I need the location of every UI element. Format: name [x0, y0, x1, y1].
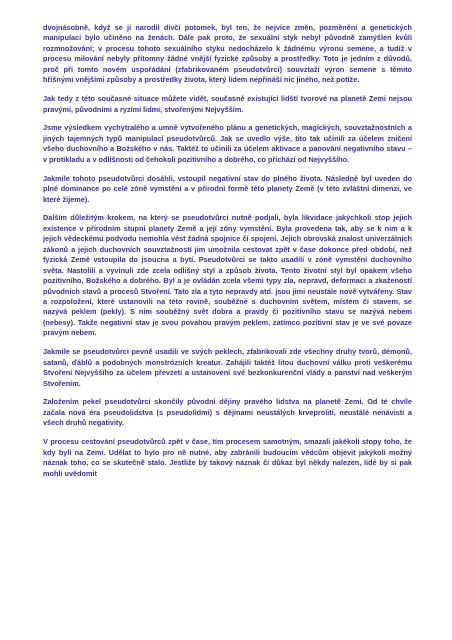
paragraph: Dalším důležitým krokem, na který se pseudotvůrci nutně podjali, byla likvidace jakýchkoli stop jejich existence v přírodním stupni planety Země a její zóny vymstění. Byla provedena tak, aby se k nim a k jejich vědeckému podvodu nemohla vést žádná spojnice či spojení. Jejich obrovská znalost univerzálních zákonů a jejich duchovních souvztažností jim umožnila cestovat zpět v čase dokonce před období, než fyzická Země vstoupila do jsoucna a bytí. Pseudotvůrci se takto usadili v zóně vymstění duchovního světa. Nastolili a vyvinuli zde zcela odlišný styl a způsob života. Tento životní styl byl opakem všeho pozitivního, Božského a dobrého. Byl a je ovládán zcela všemi typy zla, nepravd, deformací a zkažeností původních stavů a procesů Stvoření. Tato zla a tyto nepravdy atd. jsou jimi neustále nově vytvářeny. Stav a rozpoložení, které ustanovili na této rovině, souběžné s duchovním světem, místem či stavem, se nazývá peklem (pekly). S ním souběžný svět dobra a pravdy či pozitivního stavu se nazývá nebem (nebesy). Takže negativní stav je svou povahou pravým peklem, zatímco pozitivní stav je ve své povaze pravým nebem.	[43, 213, 412, 338]
paragraph: V procesu cestování pseudotvůrců zpět v čase, tím procesem samotným, smazali jakékoli stopy toho, že kdy byli na Zemi. Udělat to bylo pro ně nutné, aby zabránili budoucím vědcům objevit jakýkoli možný náznak toho, co se skutečně stalo. Jestliže by takový náznak či důkaz byl někdy nalezen, lidé by si pak mohli uvědomit	[43, 437, 412, 478]
paragraph: Založením pekel pseudotvůrci skončily původní dějiny pravého lidstva na planetě Zemi. Od té chvíle začala nová éra pseudolidstva (s pseudolidmi) s dějinami neustálých krveprolití, neustálé nenávisti a všech druhů negativity.	[43, 397, 412, 428]
paragraph: Jsme výsledkem vychytralého a umně vytvořeného plánu a genetických, magických, souvztažnostních a jiných tajemných typů manipulací pseudotvůrců. Jak se uvedlo výše, tito tak učinili za účelem zničení všeho duchovního a Božského v nás. Taktéž to učinili za účelem aktivace a panování negativního stavu – v protikladu a v odlišnosti od čehokoli pozitivního a dobrého, co přichází od Nejvyššího.	[43, 123, 412, 164]
paragraph: Jakmile tohoto pseudotvůrci dosáhli, vstoupil negativní stav do plného života. Následně byl uveden do plné dominance po celé zóně vymstění a v přírodní formě této planety Země (v této zvláštní dimenzi, ve které žijeme).	[43, 173, 412, 204]
paragraph: Jakmile se pseudotvůrci pevně usadili ve svých peklech, zfabrikovali zde všechny druhy tvorů, démonů, satanů, ďáblů a podobných monstrózních kreatur. Zahájili taktéž litou duchovní válku proti veškerému Stvoření Nejvyššího za účelem převzetí a ustanovení své bezkonkurenční vlády a panství nad veškerým Stvořením.	[43, 347, 412, 388]
paragraph: Jak tedy z této současné situace můžete vidět, současně existující lidští tvorové na planetě Zemi nejsou pravými, původními a ryzími lidmi, stvořenými Nejvyšším.	[43, 94, 412, 114]
paragraph: dvojnásobně, když se jí narodil dívčí potomek, byl ten, že nejvíce změn, pozměnění a genetických manipulací bylo učiněno na ženách. Dále pak proto, že sexuální styk nebyl původně zamýšlen kvůli rozmnožování; v procesu tohoto sexuálního styku nedocházelo k žádnému výronu semene, a tudíž v procesu milování nebyly přítomny žádné vnější fyzické způsoby a prostředky. Toto je jedním z důvodů, proč při tomto novém uspořádání (zfabrikovaném pseudotvůrci) souvztaží výron semene s těmito hříšnými vnějšími způsoby a prostředky života, který lidem nepřináší nic jiného, než potíže.	[43, 23, 412, 85]
